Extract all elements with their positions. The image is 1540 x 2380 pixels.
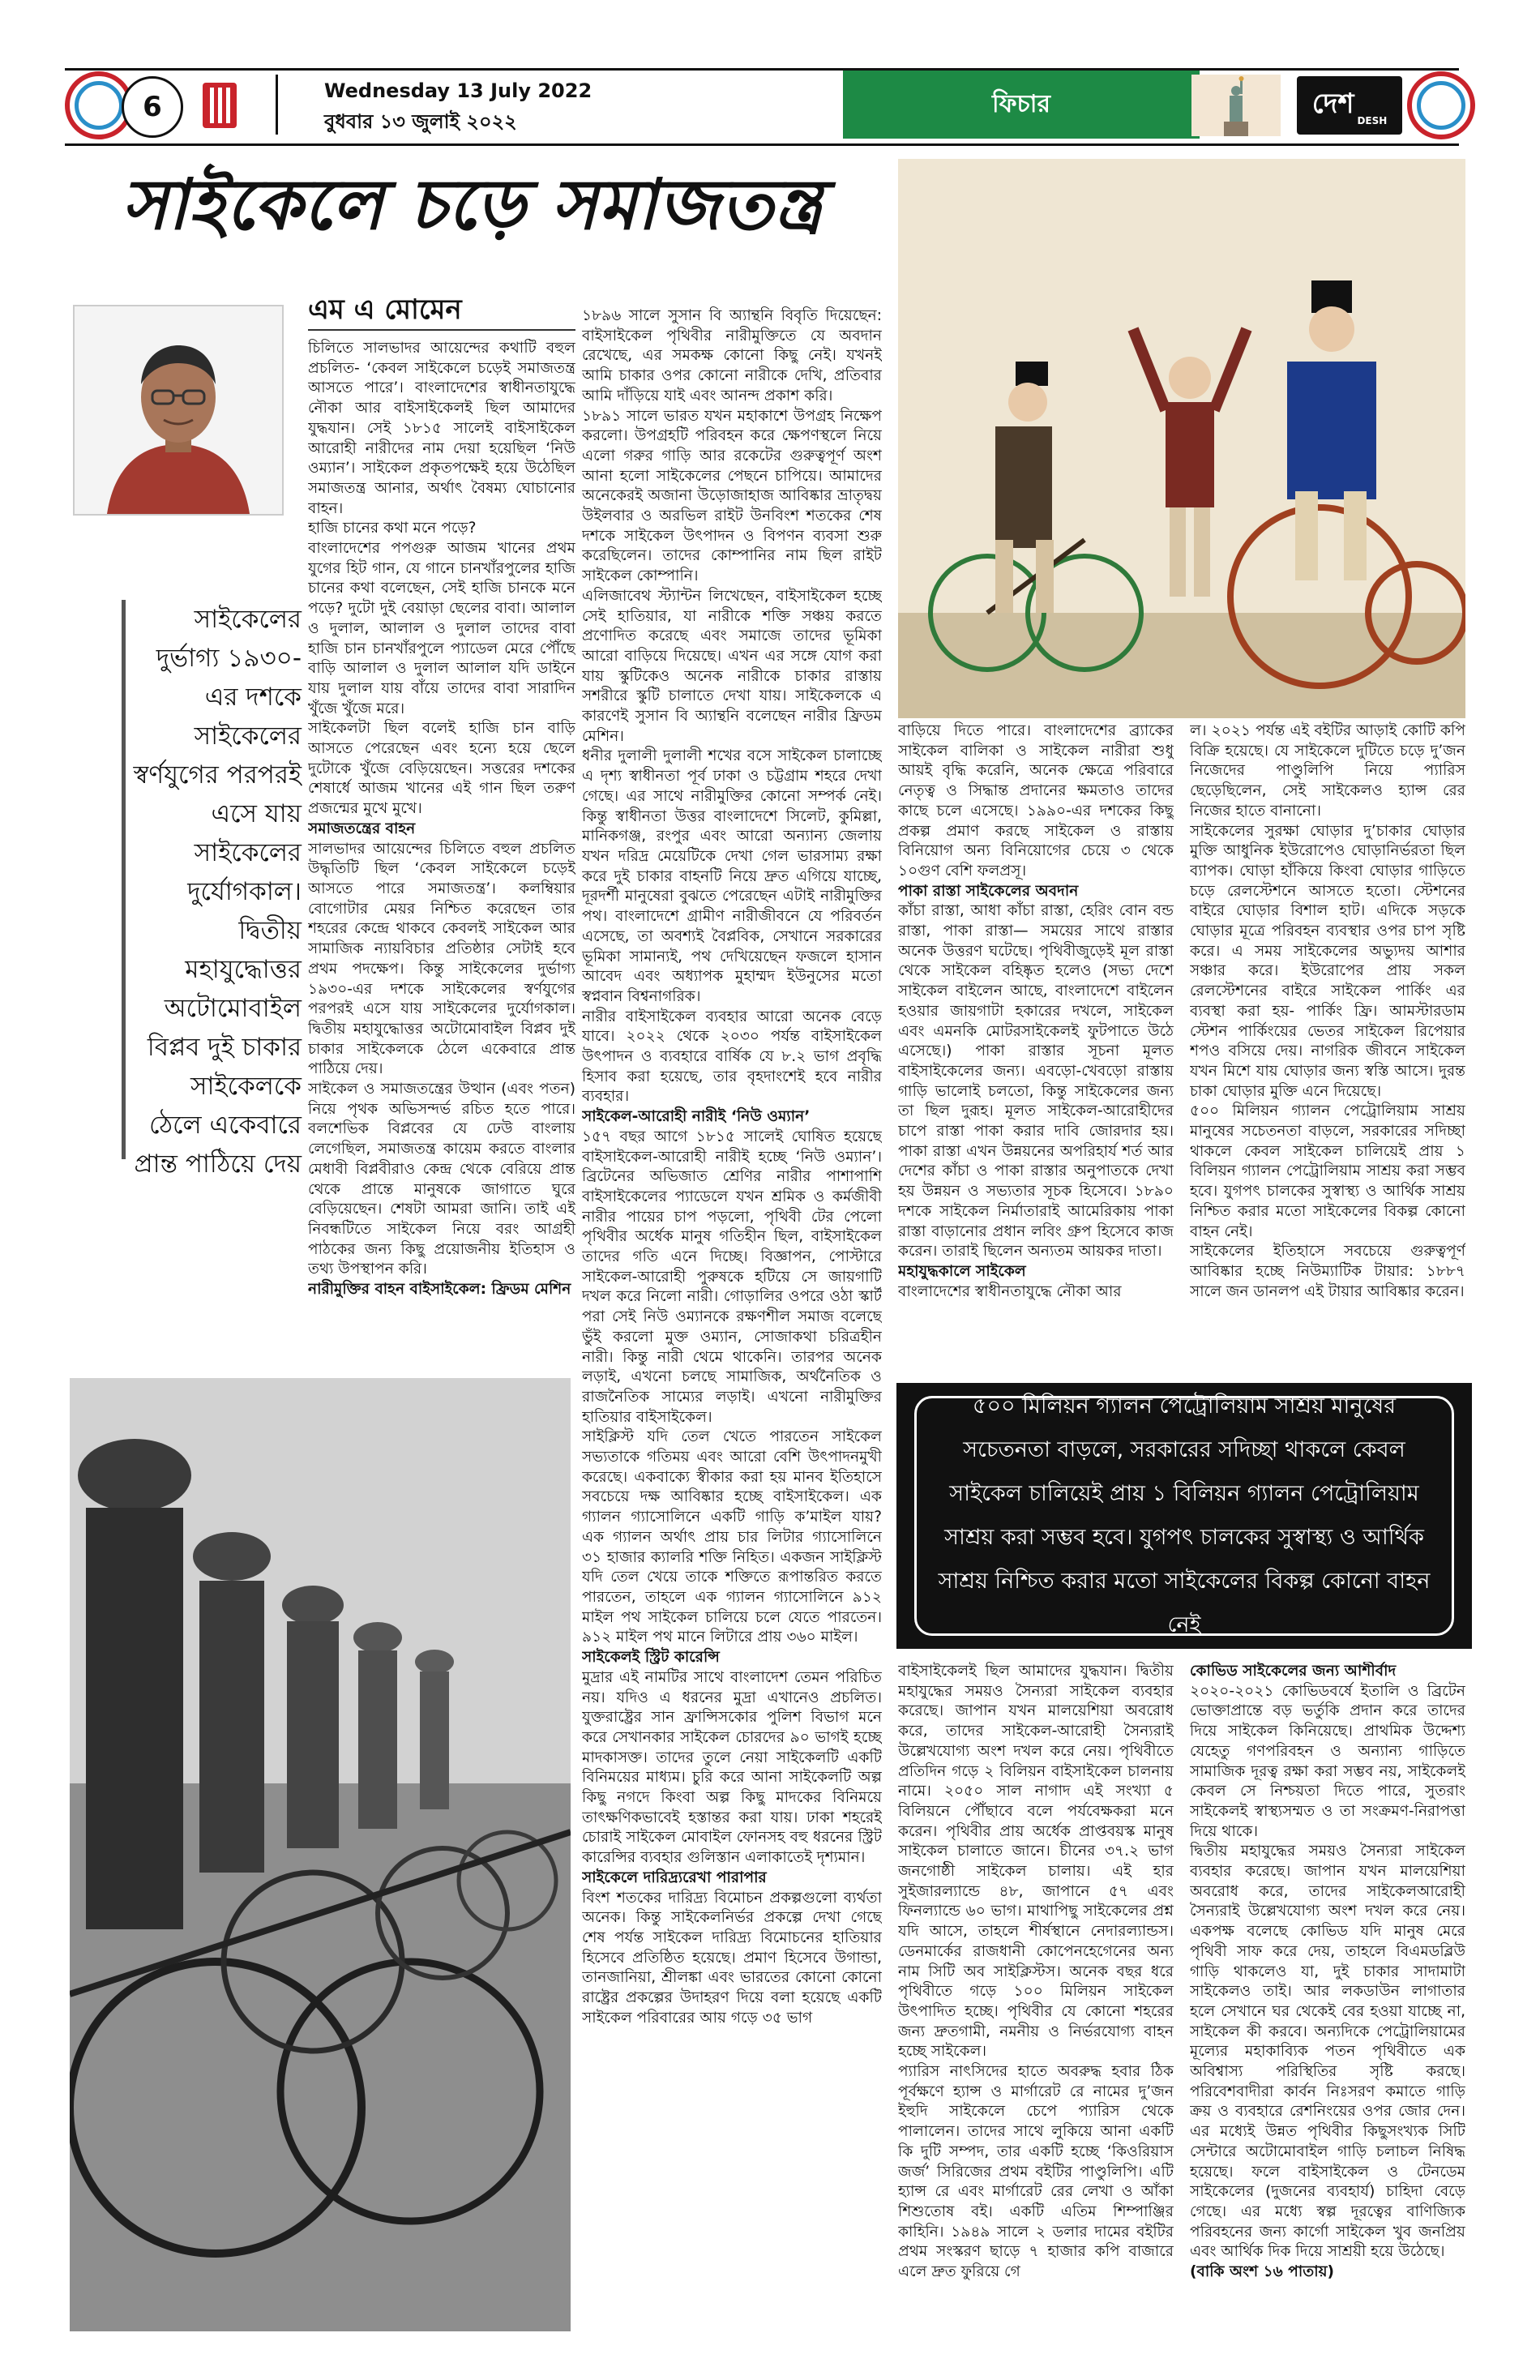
subheading: মহাযুদ্ধকালে সাইকেল (898, 1262, 1026, 1280)
paragraph: সাইক্লিস্ট যদি তেল খেতে পারতেন সাইকেল সভ্যতাকে গতিময় এবং আরো বেশি উৎপাদনমুখী করেছে। একবাক্যে স্বীকার করা হয় মানব ইতিহাসে সবচেয়ে দক্ষ আবিষ্কার হচ্ছে বাইসাইকেল। এক গ্যালন গ্যাসোলিনে একটি গাড়ি ক’মাইল যায়? এক গ্যালন অর্থাৎ প্রায় চার লিটার গ্যাসোলিনে ৩১ হাজার ক্যালরি শক্তি নিহিত। একজন সাইক্লিস্ট যদি তেল খেয়ে তাকে শক্তিতে রূপান্তরিত করতে পারতেন, তাহলে এক গ্যালন গ্যাসোলিনে ৯১২ মাইল পথ সাইকেল চালিয়ে চলে যেতে পারতেন। ৯১২ মাইল পথ মানে লিটারে প্রায় ৩৬০ মাইল। (582, 1428, 882, 1646)
paragraph: বাড়িয়ে দিতে পারে। বাংলাদেশের ব্র্যাকের সাইকেল বালিকা ও সাইকেল নারীরা শুধু আয়ই বৃদ্ধি করেনি, অনেক ক্ষেত্রে পরিবারে নেতৃত্ব ও সিদ্ধান্ত প্রদানের ক্ষমতাও তাদের কাছে চলে এসেছে। ১৯৯০-এর দশকের কিছু প্রকল্প প্রমাণ করছে সাইকেল ও রাস্তায় বিনিয়োগ অন্য বিনিয়োগের চেয়ে ৩ থেকে ১০গুণ বেশি ফলপ্রসূ। (898, 722, 1174, 880)
date-english: Wednesday 13 July 2022 (324, 79, 592, 102)
right-ring-icon (1407, 71, 1475, 139)
desh-logo-bn: দেশ (1311, 87, 1354, 120)
subheading: নারীমুক্তির বাহন বাইসাইকেল: ফ্রিডম মেশিন (308, 1281, 571, 1299)
paragraph: ২০২০-২০২১ কোভিডবর্ষে ইতালি ও ব্রিটেন ভোক্তাপ্রান্তে বড় ভর্তুকি প্রদান করে তাদের দিয়ে সাইকেল কিনিয়েছে। প্রাথমিক উদ্দেশ্য যেহেতু গণপরিবহন ও অন্যান্য গাড়িতে সামাজিক দূরত্ব রক্ষা করা সম্ভব নয়, সাইকেলই কেবল সে নিশ্চয়তা দিতে পারে, সুতরাং সাইকেলই স্বাস্থ্যসম্মত ও তা সংক্রমণ-নিরাপত্তা দিয়ে থাকে। (1190, 1682, 1465, 1840)
page-number: 6 (122, 76, 183, 138)
highlight-quote-text: ৫০০ মিলিয়ন গ্যালন পেট্রোলিয়াম সাশ্রয় মানুষের সচেতনতা বাড়লে, সরকারের সদিচ্ছা থাকলে কেবল সাইকেল চালিয়েই প্রায় ১ বিলিয়ন গ্যালন পেট্রোলিয়াম সাশ্রয় করা সম্ভব হবে। যুগপৎ চালকের সুস্বাস্থ্য ও আর্থিক সাশ্রয় নিশ্চিত করার মতো সাইকেলের বিকল্প কোনো বাহন নেই (914, 1396, 1454, 1636)
paragraph: ১৮৯৬ সালে সুসান বি অ্যান্থনি বিবৃতি দিয়েছেন: বাইসাইকেল পৃথিবীর নারীমুক্তিতে যে অবদান রেখেছে, এর সমকক্ষ কোনো কিছু নেই। যখনই আমি চাকার ওপর কোনো নারীকে দেখি, প্রতিবার আমি দাঁড়িয়ে যাই এবং আনন্দ প্রকাশ করি। (582, 307, 882, 405)
paragraph: নারীর বাইসাইকেল ব্যবহার আরো অনেক বেড়ে যাবে। ২০২২ থেকে ২০৩০ পর্যন্ত বাইসাইকেল উৎপাদন ও ব্যবহারে বার্ষিক যে ৮.২ ভাগ প্রবৃদ্ধি হিসাব করা হয়েছে, তার বৃহদাংশেই হবে নারীর ব্যবহার। (582, 1008, 882, 1106)
author-byline: এম এ মোমেন (308, 293, 462, 326)
desh-logo (1297, 76, 1402, 135)
paragraph: এলিজাবেথ স্ট্যান্টন লিখেছেন, বাইসাইকেল হচ্ছে সেই হাতিয়ার, যা নারীকে শক্তি সঞ্চয় করতে প্রণোদিত করেছে এবং সমাজে তাদের ভূমিকা আরো বাড়িয়ে দিয়েছে। এখন এর সঙ্গে যোগ করা যায় স্কুটিকেও অনেক নারীকে চাকার রাস্তায় সশরীরে স্কুটি চালাতে দেখা যায়। সাইকেলকে এ কারণেই সুসান বি অ্যান্থনি বলেছেন নারীর ফ্রিডম মেশিন। (582, 587, 882, 745)
paragraph: সাইকেলটা ছিল বলেই হাজি চান বাড়ি আসতে পেরেছেন এবং হন্যে হয়ে ছেলে দুটোকে খুঁজে বেড়িয়েছেন। সত্তরের দশকের শেষার্ধে আজম খানের এই গান ছিল তরুণ প্রজন্মের মুখে মুখে। (308, 720, 575, 818)
paragraph: ল। ২০২১ পর্যন্ত এই বইটির আড়াই কোটি কপি বিক্রি হয়েছে। যে সাইকেলে দুটিতে চড়ে দু’জন নিজেদের পাণ্ডুলিপি নিয়ে প্যারিস ছেড়েছিলেন, সেই সাইকেলও হ্যান্স রের নিজের হাতে বানানো। (1190, 722, 1465, 820)
section-label: ফিচার (992, 89, 1050, 118)
subheading: পাকা রাস্তা সাইকেলের অবদান (898, 882, 1079, 900)
paragraph: কাঁচা রাস্তা, আধা কাঁচা রাস্তা, হেরিং বোন বন্ড রাস্তা, পাকা রাস্তা— সময়ের সাথে রাস্তার অনেক উত্তরণ ঘটেছে। পৃথিবীজুড়েই মূল রাস্তা থেকে সাইকেল বহিষ্কৃত হলেও (সভ্য দেশে সাইকেল বাইলেন আছে, বাংলাদেশে বাইলেন হওয়ার জায়গাটা হকারের দখলে, সাইকেল এবং এমনকি মোটরসাইকেলই ফুটপাতে উঠে এসেছে।) পাকা রাস্তার সূচনা মূলত বাইসাইকেলের জন্য। এবড়ো-খেবড়ো রাস্তায় গাড়ি ভালোই চলতো, কিন্তু সাইকেলের জন্য তা ছিল দুরূহ। মূলত সাইকেল-আরোহীদের চাপে রাস্তা পাকা করার দাবি জোরদার হয়। পাকা রাস্তা এখন উন্নয়নের অপরিহার্য শর্ত আর দেশের কাঁচা ও পাকা রাস্তার অনুপাতকে দেখা হয় উন্নয়ন ও সভ্যতার সূচক হিসেবে। ১৮৯০ দশকে সাইকেল নির্মাতারাই আমেরিকায় পাকা রাস্তা বাড়ানোর প্রধান লবিং গ্রুপ হিসেবে কাজ করেন। তারাই ছিলেন অন্যতম আয়কর দাতা। (898, 902, 1174, 1261)
historical-cyclists-illustration (898, 159, 1465, 718)
paragraph: মুদ্রার এই নামটির সাথে বাংলাদেশ তেমন পরিচিত নয়। যদিও এ ধরনের মুদ্রা এখানেও প্রচলিত। যুক্তরাষ্ট্রের সান ফ্রান্সিসকোর পুলিশ বিভাগ মনে করে সেখানকার সাইকেল চোরদের ৯০ ভাগই হচ্ছে মাদকাসক্ত। তাদের তুলে নেয়া সাইকেলটি একটি বিনিময়ের মাধ্যম। চুরি করে আনা সাইকেলটি অল্প কিছু নগদে কিংবা অল্প কিছু মাদকের বিনিময়ে তাৎক্ষণিকভাবেই হস্তান্তর করা যায়। ঢাকা শহরেই চোরাই সাইকেল মোবাইল ফোনসহ বহু ধরনের স্ট্রিট কারেন্সির ব্যবহার গুলিস্তান এলাকাতেই দৃশ্যমান। (582, 1668, 882, 1867)
statue-of-liberty-icon (1191, 75, 1281, 136)
paragraph: প্যারিস নাৎসিদের হাতে অবরুদ্ধ হবার ঠিক পূর্বক্ষণে হ্যান্স ও মার্গারেট রে নামের দু’জন ইহুদি সাইকেলে চেপে প্যারিস থেকে পালালেন। তাদের সাথে লুকিয়ে আনা একটি কি দুটি সম্পদ, তার একটি হচ্ছে ‘কিওরিয়াস জর্জ’ সিরিজের প্রথম বইটির পাণ্ডুলিপি। এটি হ্যান্স রে এবং মার্গারেট রের লেখা ও আঁকা শিশুতোষ বই। একটি এতিম শিম্পাঞ্জির কাহিনি। ১৯৪৯ সালে ২ ডলার দামের বইটির প্রথম সংস্করণ ছাড়ে ৭ হাজার কপি বাজারে এলে দ্রুত ফুরিয়ে গে (898, 2063, 1174, 2281)
paragraph: বাইসাইকেলই ছিল আমাদের যুদ্ধযান। দ্বিতীয় মহাযুদ্ধের সময়ও সৈন্যরা সাইকেল ব্যবহার করেছে। জাপান যখন মালয়েশিয়া অবরোধ করে, তাদের সাইকেল-আরোহী সৈন্যরাই উল্লেখযোগ্য অংশ দখল করে নেয়। পৃথিবীতে প্রতিদিন গড়ে ২ বিলিয়ন বাইসাইকেল চালনায় নামে। ২০৫০ সাল নাগাদ এই সংখ্যা ৫ বিলিয়নে পৌঁছাবে বলে পর্যবেক্ষকরা মনে করেন। পৃথিবীর প্রায় অর্ধেক প্রাপ্তবয়স্ক মানুষ সাইকেল চালাতে জানে। চীনের ৩৭.২ ভাগ জনগোষ্ঠী সাইকেল চালায়। এই হার সুইজারল্যান্ডে ৪৮, জাপানে ৫৭ এবং ফিনল্যান্ডে ৬০ ভাগ। মাথাপিছু সাইকেলের প্রশ্ন যদি আসে, তাহলে শীর্ষস্থানে নেদারল্যান্ডস। ডেনমার্কের রাজধানী কোপেনহেগেনের অন্য নাম সিটি অব সাইক্লিস্টস। অনেক বছর ধরে পৃথিবীতে গড়ে ১০০ মিলিয়ন সাইকেল উৎপাদিত হচ্ছে। পৃথিবীর যে কোনো শহরের জন্য দ্রুতগামী, নমনীয় ও নির্ভরযোগ্য বাহন হচ্ছে সাইকেল। (898, 1663, 1174, 2061)
paragraph: ১৮৯১ সালে ভারত যখন মহাকাশে উপগ্রহ নিক্ষেপ করলো। উপগ্রহটি পরিবহন করে ক্ষেপণস্থলে নিয়ে এলো গরুর গাড়ি আর রকেটের গুরুত্বপূর্ণ অংশ আনা হলো সাইকেলের পেছনে চাপিয়ে। আমাদের অনেকেরই অজানা উড়োজাহাজ আবিষ্কার ভ্রাতৃদ্বয় উইলবার ও অরভিল রাইট উনবিংশ শতকের শেষ দশকে সাইকেল উৎপাদন ও বিপণন ব্যবসা শুরু করেছিলেন। তাদের কোম্পানির নাম ছিল রাইট সাইকেল কোম্পানি। (582, 407, 882, 585)
paragraph: বিংশ শতকের দারিদ্র্য বিমোচন প্রকল্পগুলো ব্যর্থতা অনেক। কিন্তু সাইকেলনির্ভর প্রকল্পে দেখা গেছে শেষ পর্যন্ত সাইকেল দারিদ্র্য বিমোচনের হাতিয়ার হিসেবে প্রতিষ্ঠিত হয়েছে। প্রমাণ হিসেবে উগান্ডা, তানজানিয়া, শ্রীলঙ্কা এবং ভারতের কোনো কোনো রাষ্ট্রের প্রকল্পের উদাহরণ দিয়ে বলা হয়েছে একটি সাইকেল পরিবারের আয় গড়ে ৩৫ ভাগ (582, 1889, 882, 2027)
paragraph: চিলিতে সালভাদর আয়েন্দের কথাটি বহুল প্রচলিত- ‘কেবল সাইকেলে চড়েই সমাজতন্ত্র আসতে পারে’। বাংলাদেশের স্বাধীনতাযুদ্ধে নৌকা আর বাইসাইকেলই ছিল আমাদের যুদ্ধযান। সেই ১৮১৫ সালেই বাইসাইকেল আরোহী নারীদের নাম দেয়া হয়েছিল ‘নিউ ওম্যান’। সাইকেল প্রকৃতপক্ষেই হয়ে উঠেছিল সমাজতন্ত্র আনার, অর্থাৎ বৈষম্য ঘোচানোর বাহন। (308, 340, 575, 517)
paragraph: সাইকেলের ইতিহাসে সবচেয়ে গুরুত্বপূর্ণ আবিষ্কার হচ্ছে নিউম্যাটিক টায়ার: ১৮৮৭ সালে জন ডানলপ এই টায়ার আবিষ্কার করেন। (1190, 1243, 1465, 1300)
subheading: হাজি চানের কথা মনে পড়ে? (308, 520, 477, 537)
subheading: সাইকেলই স্ট্রিট কারেন্সি (582, 1649, 720, 1667)
paragraph: ধনীর দুলালী দুলালী শখের বসে সাইকেল চালাচ্ছে এ দৃশ্য স্বাধীনতা পূর্ব ঢাকা ও চট্টগ্রাম শহরে দেখা গেছে। এর সাথে নারীমুক্তির কোনো সম্পর্ক নেই। কিন্তু স্বাধীনতা উত্তর বাংলাদেশে সিলেট, কুমিল্লা, মানিকগঞ্জ, রংপুর এবং আরো অন্যান্য জেলায় যখন দরিদ্র মেয়েটিকে দেখা গেল ভারসাম্য রক্ষা করে দুই চাকার বাহনটি নিয়ে দ্রুত এগিয়ে যাচ্ছে, দূরদর্শী মানুষেরা বুঝতে পেরেছেন এটাই নারীমুক্তির পথ। বাংলাদেশে গ্রামীণ নারীজীবনে যে পরিবর্তন এসেছে, তা অবশ্যই বৈপ্লবিক, সেখানে সরকারের ভূমিকা সামান্যই, পথ দেখিয়েছেন ফজলে হাসান আবেদ এবং অধ্যাপক মুহাম্মদ ইউনুসের মতো স্বপ্নবান বিশ্বনাগরিক। (582, 747, 882, 1005)
desh-logo-en: DESH (1357, 115, 1388, 126)
subheading: সাইকেল-আরোহী নারীই ‘নিউ ওম্যান’ (582, 1108, 811, 1126)
byline-rule (308, 329, 575, 331)
paragraph: সাইকেল ও সমাজতন্ত্রের উত্থান (এবং পতন) নিয়ে পৃথক অভিসন্দর্ভ রচিত হতে পারে। বলশেভিক বিপ্লবের যে ঢেউ বাংলায় লেগেছিল, সমাজতন্ত্র কায়েম করতে বাংলার মেধাবী বিপ্লবীরাও কেন্দ্র থেকে বেরিয়ে প্রান্ত থেকে প্রান্তে মানুষকে জাগাতে ঘুরে বেড়িয়েছেন। শেষটা আমরা জানি। তাই এই নিবন্ধটিতে সাইকেল নিয়ে বরং আগ্রহী পাঠকের জন্য কিছু প্রয়োজনীয় ইতিহাস ও তথ্য উপস্থাপন করি। (308, 1081, 575, 1278)
newspaper-logo-icon (199, 79, 240, 131)
date-bangla: বুধবার ১৩ জুলাই ২০২২ (324, 110, 517, 133)
article-title: সাইকেলে চড়ে সমাজতন্ত্র (122, 164, 823, 246)
paragraph: বাংলাদেশের পপগুরু আজম খানের প্রথম যুগের হিট গান, যে গানে চানখাঁরপুলের হাজি চানের কথা বলেছেন, সেই হাজি চানকে মনে পড়ে? দুটো দুই বেয়াড়া ছেলের বাবা। আলাল ও দুলাল, আলাল ও দুলাল তাদের বাবা হাজি চান চানখাঁরপুলে প্যাডেল মেরে পৌঁছে বাড়ি আলাল ও দুলাল আলাল যদি ডাইনে যায় দুলাল যায় বাঁয়ে তাদের বাবা সারাদিন খুঁজে খুঁজে মরে। (308, 540, 575, 717)
article-column-3-bottom (898, 1662, 1174, 2335)
paragraph: দ্বিতীয় মহাযুদ্ধের সময়ও সৈন্যরা সাইকেল ব্যবহার করেছে। জাপান যখন মালয়েশিয়া অবরোধ করে, তাদের সাইকেলআরোহী সৈন্যরাই উল্লেখযোগ্য অংশ দখল করে নেয়। একপক্ষ বলেছে কোভিড যদি মানুষ মেরে পৃথিবী সাফ করে দেয়, তাহলে বিএমডব্লিউ গাড়ি থাকলেও যা, দুই চাকার সাদামাটা সাইকেলও তাই। আর লকডাউন লাগাতার হলে সেখানে ঘর থেকেই বের হওয়া যাচ্ছে না, সাইকেল কী করবে। অন্যদিকে পেট্রোলিয়ামের মূল্যের মহাকাব্যিক পতন পৃথিবীতে এক অবিশ্বাস্য পরিস্থিতির সৃষ্টি করছে। পরিবেশবাদীরা কার্বন নিঃসরণ কমাতে গাড়ি ক্রয় ও ব্যবহারে রেশনিংয়ের ওপর জোর দেন। এর মধ্যেই উন্নত পৃথিবীর কিছুসংখ্যক সিটি সেন্টারে অটোমোবাইল গাড়ি চলাচল নিষিদ্ধ হয়েছে। ফলে বাইসাইকেল ও টেনডেম সাইকেলের (দুজনের ব্যবহার্য) চাহিদা বেড়ে গেছে। এর মধ্যে স্বল্প দূরত্বের বাণিজ্যিক পরিবহনের জন্য কার্গো সাইকেল খুব জনপ্রিয় এবং আর্থিক দিক দিয়ে সাশ্রয়ী হয়ে উঠেছে। (1190, 1843, 1465, 2261)
paragraph: সাইকেলের সুরক্ষা ঘোড়ার দু’চাকার ঘোড়ার মুক্তি আধুনিক ইউরোপেও ঘোড়ানির্ভরতা ছিল ব্যাপক। ঘোড়া হাঁকিয়ে কিংবা ঘোড়ার গাড়িতে চড়ে রেলস্টেশনে আসতে হতো। স্টেশনের বাইরে ঘোড়ার বিশাল হাট। এদিকে সড়কে ঘোড়ার মূত্রে পরিবহন ব্যবস্থার ওপর চাপ সৃষ্টি করে। এ সময় সাইকেলের অভ্যুদয় আশার সঞ্চার করে। ইউরোপের প্রায় সকল রেলস্টেশনের বাইরে সাইকেল পার্কিং এর ব্যবস্থা করা হয়- পার্কিং ফ্রি। আমস্টারডাম স্টেশন পার্কিংয়ের ভেতর সাইকেল রিপেয়ার শপও বসিয়ে দেয়। নাগরিক জীবনে সাইকেল যখন মিশে যায় ঘোড়ার জন্য স্বস্তি আসে। দুরন্ত চাকা ঘোড়ার মুক্তি এনে দিয়েছে। (1190, 822, 1465, 1100)
article-column-1 (308, 339, 575, 1360)
paragraph: বাংলাদেশের স্বাধীনতাযুদ্ধে নৌকা আর (898, 1282, 1122, 1300)
soldiers-with-bicycles-photo (70, 1378, 571, 2331)
article-column-2 (582, 306, 882, 2333)
article-column-4-bottom (1190, 1662, 1465, 2335)
left-pull-quote-text: সাইকেলের দুর্ভাগ্য ১৯৩০-এর দশকে সাইকেলের স্বর্ণযুগের পরপরই এসে যায় সাইকেলের দুর্যোগকাল। দ্বিতীয় মহাযুদ্ধোত্তর অটোমোবাইল বিপ্লব দুই চাকার সাইকেলকে ঠেলে একেবারে প্রান্ত পাঠিয়ে দেয় (133, 605, 302, 1179)
subheading: সমাজতন্ত্রের বাহন (308, 820, 416, 837)
subheading: কোভিড সাইকেলের জন্য আশীর্বাদ (1190, 1663, 1397, 1680)
left-pull-quote (122, 600, 302, 1179)
continuation-note: (বাকি অংশ ১৬ পাতায়) (1190, 2263, 1335, 2281)
author-photo (73, 305, 284, 516)
paragraph: সালভাদর আয়েন্দের চিলিতে বহুল প্রচলিত উদ্ধৃতিটি ছিল ‘কেবল সাইকেলে চড়েই আসতে পারে সমাজতন্ত্র’। কলম্বিয়ার বোগোটার মেয়র নিশ্চিত করেছেন তার শহরের কেন্দ্রে থাকবে কেবলই সাইকেল আর সামাজিক ন্যায়বিচার প্রতিষ্ঠার সেটাই হবে প্রথম পদক্ষেপ। কিন্তু সাইকেলের দুর্ভাগ্য ১৯৩০-এর দশকে সাইকেলের স্বর্ণযুগের পরপরই এসে যায় সাইকেলের দুর্যোগকাল। দ্বিতীয় মহাযুদ্ধোত্তর অটোমোবাইল বিপ্লব দুই চাকার সাইকেলকে ঠেলে একেবারে প্রান্ত পাঠিয়ে দেয়। (308, 840, 575, 1078)
subheading: সাইকেলে দারিদ্র্যরেখা পারাপার (582, 1868, 767, 1886)
paragraph: ৫০০ মিলিয়ন গ্যালন পেট্রোলিয়াম সাশ্রয় মানুষের সচেতনতা বাড়লে, সরকারের সদিচ্ছা থাকলে কেবল সাইকেল চালিয়েই প্রায় ১ বিলিয়ন গ্যালন পেট্রোলিয়াম সাশ্রয় করা সম্ভব হবে। যুগপৎ চালকের সুস্বাস্থ্য ও আর্থিক সাশ্রয় নিশ্চিত করার মতো সাইকেলের বিকল্প কোনো বাহন নেই। (1190, 1102, 1465, 1240)
article-column-4-top (1190, 721, 1465, 1370)
header-separator (276, 75, 278, 135)
paragraph: ১৫৭ বছর আগে ১৮১৫ সালেই ঘোষিত হয়েছে বাইসাইকেল-আরোহী নারীই হচ্ছে ‘নিউ ওম্যান’। ব্রিটেনের অভিজাত শ্রেণির নারীর পাশাপাশি বাইসাইকেলের প্যাডেলে যখন শ্রমিক ও কর্মজীবী নারীর পায়ের চাপ পড়লো, পৃথিবী টের পেলো পৃথিবীর অর্ধেক মানুষ গতিহীন ছিল, বাইসাইকেল তাদের গতি এনে দিচ্ছে। বিজ্ঞাপন, পোস্টারে সাইকেল-আরোহী পুরুষকে হটিয়ে সে জায়গাটি দখল করে নিলো নারী। গোড়ালির ওপরে ওঠা স্কার্ট পরা সেই নিউ ওম্যানকে রক্ষণশীল সমাজ বলেছে ভুঁই করলো মুক্ত ওম্যান, সোজাকথা চরিত্রহীন নারী। কিন্তু নারী থেমে থাকেনি। তারপর অনেক লড়াই, এখনো চলছে সামাজিক, অর্থনৈতিক ও রাজনৈতিক সাম্যের লড়াই। এখনো নারীমুক্তির হাতিয়ার বাইসাইকেল। (582, 1128, 882, 1426)
article-column-3-top (898, 721, 1174, 1370)
